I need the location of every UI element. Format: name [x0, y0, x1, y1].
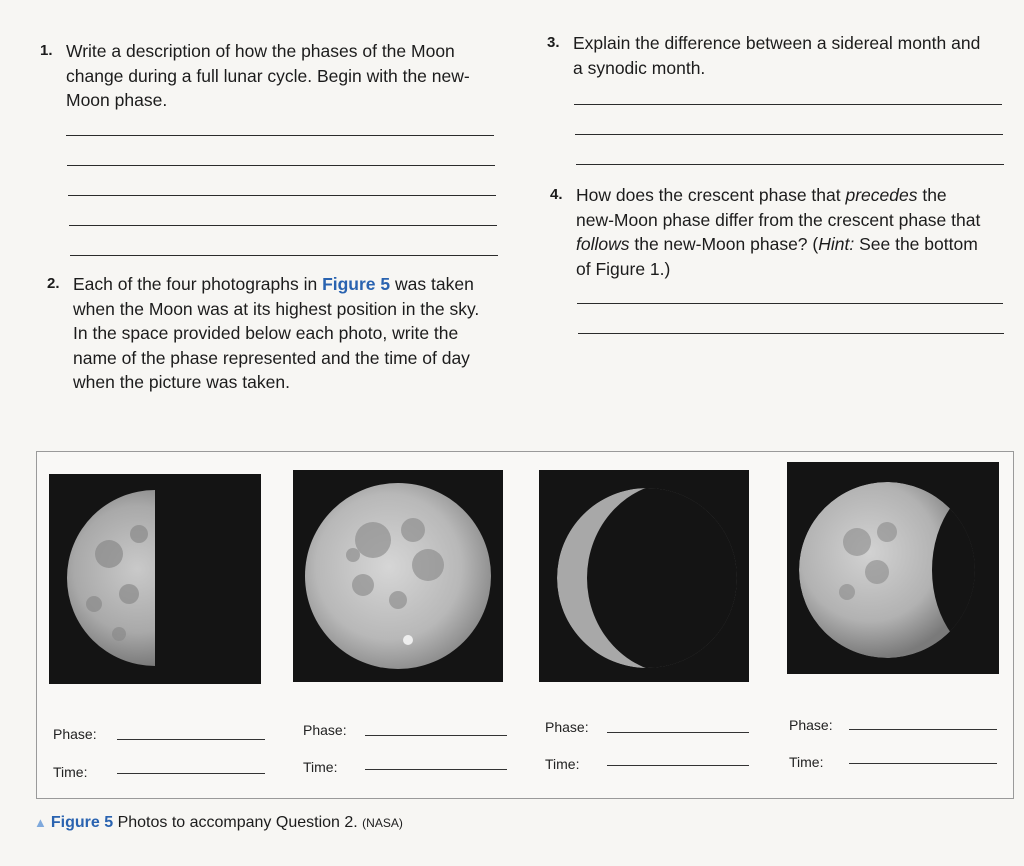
question-2-text-line: when the picture was taken. — [73, 372, 290, 392]
question-2-text-line: In the space provided below each photo, write the — [73, 323, 459, 343]
question-4-number: 4. — [550, 186, 563, 203]
figure-5-panel — [36, 451, 1014, 799]
answer-line-q3[interactable] — [576, 164, 1004, 165]
question-4-text-line: How does the crescent phase that — [576, 185, 846, 205]
question-4-emphasis: precedes — [845, 185, 918, 205]
time-answer-line-2[interactable] — [365, 769, 507, 770]
question-4-text-line: new-Moon phase differ from the crescent phase that — [576, 209, 981, 230]
answer-line-q1[interactable] — [66, 135, 494, 136]
figure-caption — [34, 814, 403, 832]
triangle-icon: ▲ — [34, 815, 47, 830]
time-label-1: Time: — [53, 764, 88, 780]
question-2-text-line: Each of the four photographs in — [73, 274, 323, 294]
question-4-emphasis: follows — [576, 234, 630, 254]
caption-text: Photos to accompany Question 2. — [117, 814, 358, 831]
answer-line-q1[interactable] — [70, 255, 498, 256]
question-2 — [47, 272, 523, 395]
answer-line-q1[interactable] — [69, 225, 497, 226]
figure-5-reference: Figure 5 — [322, 274, 391, 294]
phase-answer-line-2[interactable] — [365, 735, 507, 736]
question-1-number: 1. — [40, 42, 53, 59]
phase-answer-line-4[interactable] — [849, 729, 997, 730]
moon-photo-1 — [49, 474, 261, 684]
question-4-text-line: the new-Moon phase? ( — [629, 234, 819, 254]
question-4-text-line: of Figure 1.) — [576, 258, 671, 279]
caption-credit: (NASA) — [362, 816, 403, 830]
answer-line-q1[interactable] — [68, 195, 496, 196]
question-4-text-line: the — [917, 185, 947, 205]
moon-photo-2 — [293, 470, 503, 682]
phase-answer-line-3[interactable] — [607, 732, 749, 733]
answer-line-q3[interactable] — [575, 134, 1003, 135]
question-4-text-line: See the bottom — [854, 234, 978, 254]
time-answer-line-1[interactable] — [117, 773, 265, 774]
question-2-text-line: when the Moon was at its highest position in the sky. — [73, 298, 480, 319]
question-1-text-line: Moon phase. — [66, 90, 168, 110]
question-2-text-line: was taken — [390, 274, 474, 294]
moon-photo-3 — [539, 470, 749, 682]
answer-line-q4[interactable] — [578, 333, 1004, 334]
moon-gibbous-image — [787, 462, 999, 674]
question-4-hint: Hint: — [818, 234, 855, 254]
phase-label-2: Phase: — [303, 722, 347, 738]
question-1 — [40, 39, 516, 113]
time-label-3: Time: — [545, 756, 580, 772]
time-answer-line-3[interactable] — [607, 765, 749, 766]
phase-label-4: Phase: — [789, 717, 833, 733]
time-answer-line-4[interactable] — [849, 763, 997, 764]
question-3-text-line: Explain the difference between a sidereal month and — [573, 33, 981, 53]
question-3 — [547, 31, 1013, 80]
phase-label-1: Phase: — [53, 726, 97, 742]
question-1-text-line: Write a description of how the phases of the Moon — [66, 41, 455, 61]
caption-figure-label: Figure 5 — [50, 814, 114, 831]
answer-line-q3[interactable] — [574, 104, 1002, 105]
question-2-text-line: name of the phase represented and the time of day — [73, 347, 470, 368]
moon-crescent-image — [539, 470, 749, 682]
answer-line-q4[interactable] — [577, 303, 1003, 304]
moon-last-quarter-image — [49, 474, 261, 684]
phase-answer-line-1[interactable] — [117, 739, 265, 740]
question-3-text-line: a synodic month. — [573, 57, 706, 78]
answer-line-q1[interactable] — [67, 165, 495, 166]
question-3-number: 3. — [547, 34, 560, 51]
phase-label-3: Phase: — [545, 719, 589, 735]
question-1-text-line: change during a full lunar cycle. Begin with the new- — [66, 65, 470, 86]
question-4 — [550, 183, 1016, 281]
question-2-number: 2. — [47, 275, 60, 292]
time-label-2: Time: — [303, 759, 338, 775]
moon-full-image — [293, 470, 503, 682]
time-label-4: Time: — [789, 754, 824, 770]
moon-photo-4 — [787, 462, 999, 674]
